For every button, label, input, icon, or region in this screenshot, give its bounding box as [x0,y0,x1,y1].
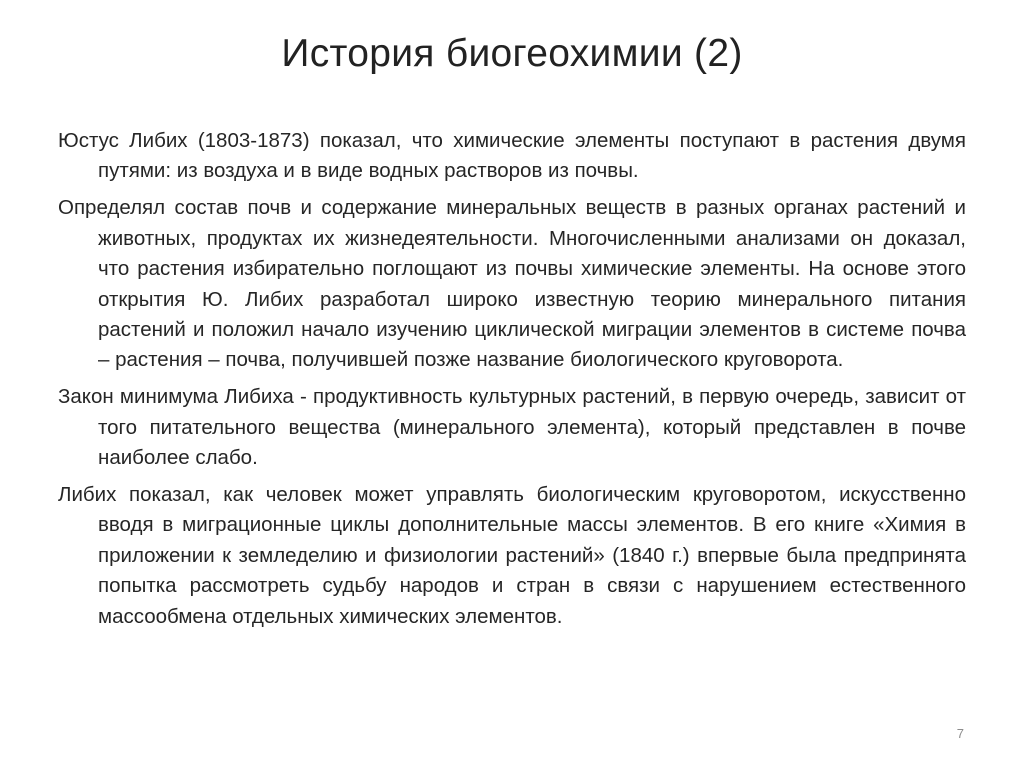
slide-number: 7 [956,726,964,741]
paragraph-liebig-intro: Юстус Либих (1803-1873) показал, что химические элементы поступают в растения двумя путями: из воздуха и в виде водных растворов из почвы. [58,129,966,183]
slide-title: История биогеохимии (2) [281,32,743,75]
paragraph-biological-cycle: Либих показал, как человек может управлять биологическим круговоротом, искусственно вводя в миграционные циклы дополнительные массы элементов. В его книге «Химия в приложении к земледелию и физиологии растений» (1840 г.) впервые была предпринята попытка рассмотреть судьбу народов и стран в связи с нарушением естественного массообмена отдельных химических элементов. [58,482,966,628]
paragraph-soil-composition: Определял состав почв и содержание минеральных веществ в разных органах растений и животных, продуктах их жизнедеятельности. Многочисленными анализами он доказал, что растения избирательно поглощают из почвы химические элементы. На основе этого открытия Ю. Либих разработал широко известную теорию минерального питания растений и положил начало изучению циклической миграции элементов в системе почва – растения – почва, получившей позже название биологического круговорота. [58,196,966,372]
paragraph-law-of-minimum: Закон минимума Либиха - продуктивность культурных растений, в первую очередь, зависит от того питательного вещества (минерального элемента), который представлен в почве наиболее слабо. [58,385,966,470]
slide-body [58,126,966,639]
